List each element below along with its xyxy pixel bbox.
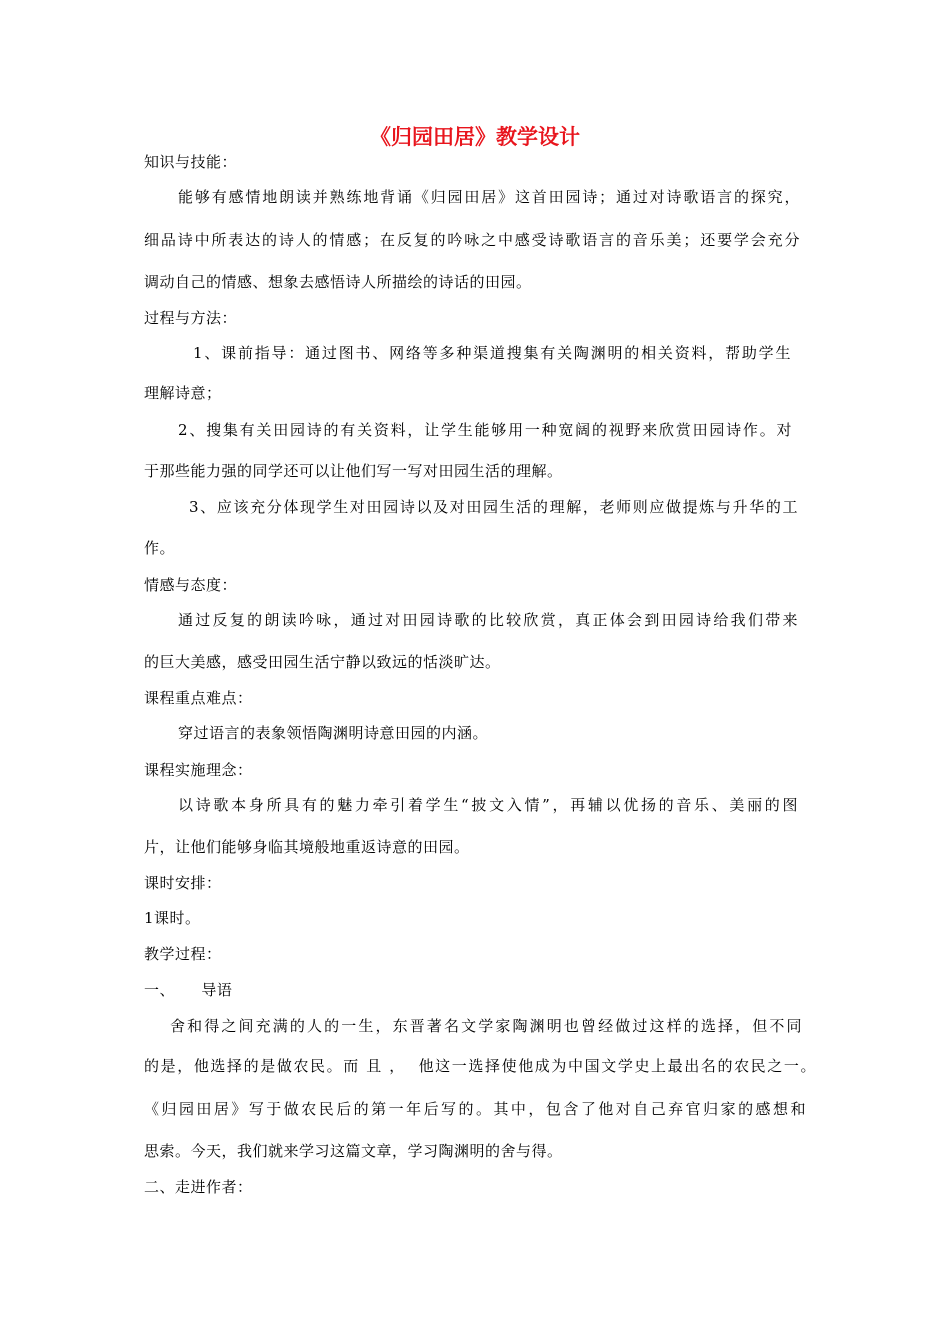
paragraph-line: 以诗歌本身所具有的魅力牵引着学生“披文入情”，再辅以优扬的音乐、美丽的图 xyxy=(178,796,798,814)
subsection-heading-intro: 一、 导语 xyxy=(144,981,233,999)
paragraph-line: 1、课前指导：通过图书、网络等多种渠道搜集有关陶渊明的相关资料，帮助学生 xyxy=(193,344,791,362)
paragraph-line: 调动自己的情感、想象去感悟诗人所描绘的诗话的田园。 xyxy=(144,273,532,291)
document-title: 《归园田居》教学设计 xyxy=(370,125,580,149)
section-heading-knowledge: 知识与技能： xyxy=(144,153,238,171)
paragraph-line: 能够有感情地朗读并熟练地背诵《归园田居》这首田园诗；通过对诗歌语言的探究， xyxy=(178,188,800,206)
section-heading-schedule: 课时安排： xyxy=(144,874,222,892)
paragraph-line: 思索。今天，我们就来学习这篇文章，学习陶渊明的舍与得。 xyxy=(144,1142,563,1160)
paragraph-line: 于那些能力强的同学还可以让他们写一写对田园生活的理解。 xyxy=(144,462,563,480)
paragraph-line: 2、搜集有关田园诗的有关资料，让学生能够用一种宽阔的视野来欣赏田园诗作。对 xyxy=(178,421,792,439)
paragraph-line: 理解诗意； xyxy=(144,384,222,402)
paragraph-line: 细品诗中所表达的诗人的情感；在反复的吟咏之中感受诗歌语言的音乐美；还要学会充分 xyxy=(144,231,800,249)
section-heading-attitude: 情感与态度： xyxy=(144,576,238,594)
paragraph-line: 通过反复的朗读吟咏，通过对田园诗歌的比较欣赏，真正体会到田园诗给我们带来 xyxy=(178,611,798,629)
section-heading-process: 过程与方法： xyxy=(144,309,238,327)
paragraph-line: 舍和得之间充满的人的一生，东晋著名文学家陶渊明也曾经做过这样的选择，但不同 xyxy=(170,1017,802,1035)
paragraph-line: 的巨大美感，感受田园生活宁静以致远的恬淡旷达。 xyxy=(144,653,501,671)
section-heading-teaching-process: 教学过程： xyxy=(144,945,222,963)
paragraph-line: 1课时。 xyxy=(144,909,201,927)
paragraph-line: 的是，他选择的是做农民。而 且 ， 他这一选择使他成为中国文学史上最出名的农民之一。 xyxy=(144,1057,816,1075)
paragraph-line: 片，让他们能够身临其境般地重返诗意的田园。 xyxy=(144,838,470,856)
paragraph-line: 作。 xyxy=(144,539,176,557)
paragraph-line: 《归园田居》写于做农民后的第一年后写的。其中，包含了他对自己弃官归家的感想和 xyxy=(144,1100,806,1118)
subsection-heading-author: 二、走进作者： xyxy=(144,1178,253,1196)
section-heading-key-points: 课程重点难点： xyxy=(144,689,253,707)
paragraph-line: 3、应该充分体现学生对田园诗以及对田园生活的理解，老师则应做提炼与升华的工 xyxy=(189,498,798,516)
section-heading-concept: 课程实施理念： xyxy=(144,761,253,779)
paragraph-line: 穿过语言的表象领悟陶渊明诗意田园的内涵。 xyxy=(178,724,489,742)
